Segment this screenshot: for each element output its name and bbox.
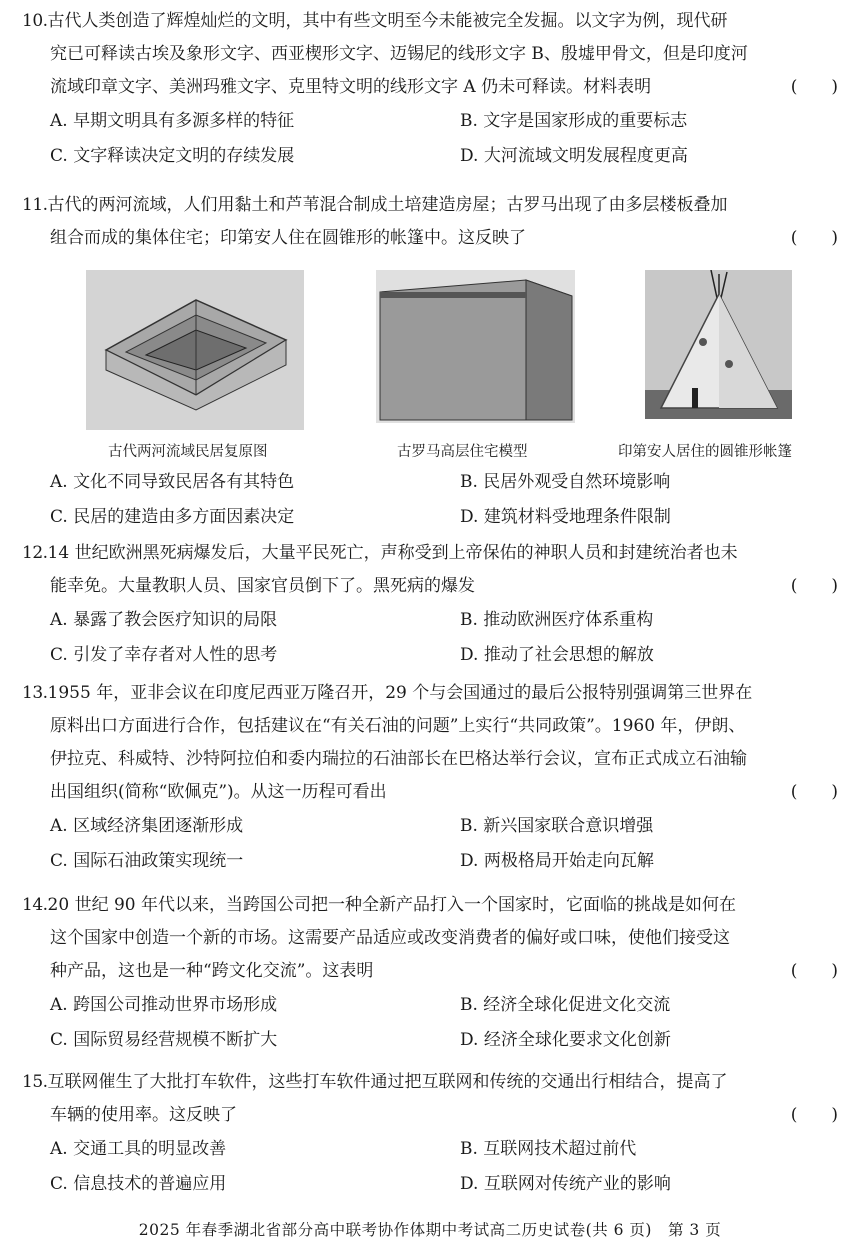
question-13 — [22, 677, 842, 879]
option-d[interactable]: D. 互联网对传统产业的影响 — [460, 1174, 671, 1194]
stem-line: 伊拉克、科威特、沙特阿拉伯和委内瑞拉的石油部长在巴格达举行会议，宣布正式成立石油输 — [50, 749, 747, 769]
answer-bracket: ( ) — [790, 576, 838, 596]
option-row — [22, 1167, 842, 1202]
question-number: 11. — [22, 195, 48, 215]
option-row — [22, 465, 842, 500]
question-stem — [22, 889, 842, 988]
mesopotamian-house-image — [86, 270, 304, 430]
teepee-image — [645, 270, 792, 419]
stem-line: 能幸免。大量教职人员、国家官员倒下了。黑死病的爆发 — [50, 576, 475, 596]
option-a[interactable]: A. 早期文明具有多源多样的特征 — [50, 111, 295, 131]
roman-building-image — [376, 270, 575, 423]
stem-line: 原料出口方面进行合作，包括建议在“有关石油的问题”上实行“共同政策”。1960 年，伊朗、 — [50, 716, 746, 736]
question-number: 10. — [22, 11, 48, 31]
page-footer: 2025 年春季湖北省部分高中联考协作体期中考试高二历史试卷(共 6 页) 第 3 页 — [138, 1221, 722, 1239]
option-c[interactable]: C. 国际贸易经营规模不断扩大 — [50, 1030, 278, 1050]
figure-row — [0, 268, 860, 464]
answer-bracket: ( ) — [790, 77, 838, 97]
option-a[interactable]: A. 文化不同导致民居各有其特色 — [50, 472, 295, 492]
figure-caption: 印第安人居住的圆锥形帐篷 — [618, 444, 792, 460]
option-row — [22, 139, 842, 174]
stem-line: 1955 年，亚非会议在印度尼西亚万隆召开，29 个与会国通过的最后公报特别强调第三世界在 — [47, 683, 753, 703]
option-row — [22, 1023, 842, 1058]
question-11 — [22, 189, 842, 255]
question-11-options — [22, 465, 842, 535]
question-stem — [22, 1066, 842, 1132]
option-d[interactable]: D. 大河流域文明发展程度更高 — [460, 146, 688, 166]
question-number: 12. — [22, 543, 48, 563]
option-d[interactable]: D. 经济全球化要求文化创新 — [460, 1030, 671, 1050]
option-d[interactable]: D. 推动了社会思想的解放 — [460, 645, 654, 665]
option-b[interactable]: B. 文字是国家形成的重要标志 — [460, 111, 688, 131]
option-row — [22, 1132, 842, 1167]
figure-caption: 古罗马高层住宅模型 — [397, 444, 528, 460]
option-c[interactable]: C. 引发了幸存者对人性的思考 — [50, 645, 278, 665]
option-row — [22, 844, 842, 879]
option-row — [22, 988, 842, 1023]
answer-bracket: ( ) — [790, 228, 838, 248]
option-row — [22, 809, 842, 844]
option-a[interactable]: A. 区域经济集团逐渐形成 — [50, 816, 244, 836]
stem-line: 究已可释读古埃及象形文字、西亚楔形文字、迈锡尼的线形文字 B、殷墟甲骨文，但是印度河 — [50, 44, 748, 64]
stem-line: 古代的两河流域，人们用黏土和芦苇混合制成土培建造房屋；古罗马出现了由多层楼板叠加 — [47, 195, 728, 215]
stem-line: 车辆的使用率。这反映了 — [50, 1105, 237, 1125]
option-b[interactable]: B. 民居外观受自然环境影响 — [460, 472, 671, 492]
answer-bracket: ( ) — [790, 1105, 838, 1125]
question-stem — [22, 5, 842, 104]
option-a[interactable]: A. 交通工具的明显改善 — [50, 1139, 227, 1159]
question-12 — [22, 537, 842, 673]
option-row — [22, 638, 842, 673]
question-stem — [22, 537, 842, 603]
stem-line: 20 世纪 90 年代以来，当跨国公司把一种全新产品打入一个国家时，它面临的挑战是如何在 — [47, 895, 737, 915]
option-d[interactable]: D. 两极格局开始走向瓦解 — [460, 851, 654, 871]
option-c[interactable]: C. 文字释读决定文明的存续发展 — [50, 146, 295, 166]
option-row — [22, 500, 842, 535]
question-stem — [22, 677, 842, 809]
option-b[interactable]: B. 推动欧洲医疗体系重构 — [460, 610, 654, 630]
option-d[interactable]: D. 建筑材料受地理条件限制 — [460, 507, 671, 527]
stem-line: 这个国家中创造一个新的市场。这需要产品适应或改变消费者的偏好或口味，使他们接受这 — [50, 928, 730, 948]
option-b[interactable]: B. 新兴国家联合意识增强 — [460, 816, 654, 836]
stem-line: 古代人类创造了辉煌灿烂的文明，其中有些文明至今未能被完全发掘。以文字为例，现代研 — [47, 11, 728, 31]
option-row — [22, 603, 842, 638]
option-a[interactable]: A. 跨国公司推动世界市场形成 — [50, 995, 278, 1015]
option-c[interactable]: C. 信息技术的普遍应用 — [50, 1174, 227, 1194]
stem-line: 出国组织(简称“欧佩克”)。从这一历程可看出 — [50, 782, 387, 802]
question-number: 15. — [22, 1072, 48, 1092]
question-14 — [22, 889, 842, 1058]
question-15 — [22, 1066, 842, 1202]
option-b[interactable]: B. 经济全球化促进文化交流 — [460, 995, 671, 1015]
option-b[interactable]: B. 互联网技术超过前代 — [460, 1139, 637, 1159]
stem-line: 组合而成的集体住宅；印第安人住在圆锥形的帐篷中。这反映了 — [50, 228, 526, 248]
figure-caption: 古代两河流域民居复原图 — [108, 444, 268, 460]
stem-line: 流域印章文字、美洲玛雅文字、克里特文明的线形文字 A 仍未可释读。材料表明 — [50, 77, 652, 97]
option-c[interactable]: C. 国际石油政策实现统一 — [50, 851, 244, 871]
stem-line: 互联网催生了大批打车软件，这些打车软件通过把互联网和传统的交通出行相结合，提高了 — [47, 1072, 728, 1092]
question-number: 14. — [22, 895, 48, 915]
option-c[interactable]: C. 民居的建造由多方面因素决定 — [50, 507, 295, 527]
question-stem — [22, 189, 842, 255]
answer-bracket: ( ) — [790, 782, 838, 802]
option-a[interactable]: A. 暴露了教会医疗知识的局限 — [50, 610, 278, 630]
option-row — [22, 104, 842, 139]
stem-line: 14 世纪欧洲黑死病爆发后，大量平民死亡，声称受到上帝保佑的神职人员和封建统治者也未 — [47, 543, 738, 563]
question-10 — [22, 5, 842, 174]
question-number: 13. — [22, 683, 48, 703]
answer-bracket: ( ) — [790, 961, 838, 981]
stem-line: 种产品，这也是一种“跨文化交流”。这表明 — [50, 961, 374, 981]
